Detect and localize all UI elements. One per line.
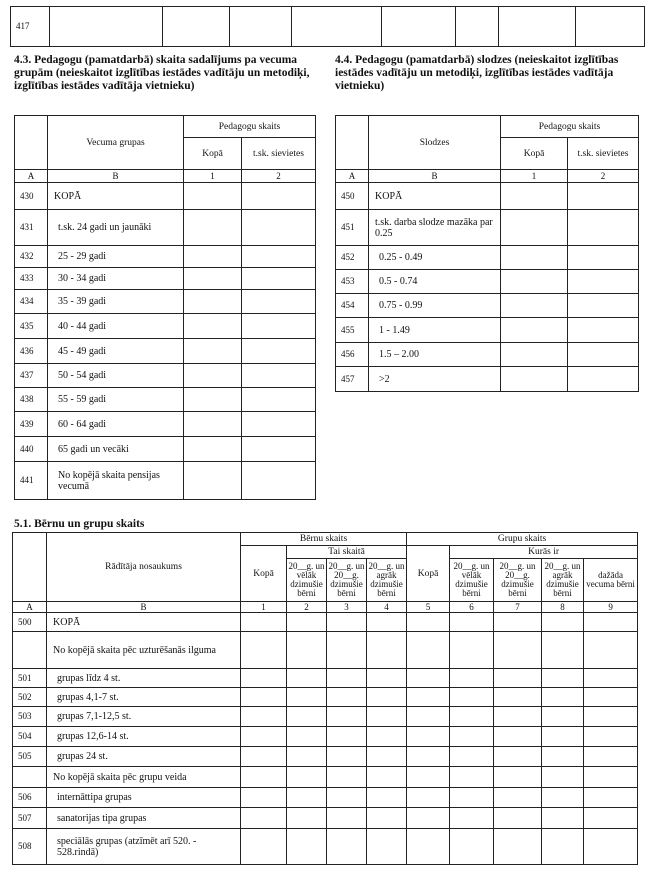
cell[interactable] [367,767,407,788]
cell[interactable] [241,727,287,747]
cell[interactable] [407,632,450,669]
cell[interactable] [450,669,494,688]
idx-b: B [369,170,501,183]
cell-total[interactable] [184,210,242,246]
row-label: 0.5 - 0.74 [369,270,501,294]
row-label: 40 - 44 gadi [48,314,184,339]
row-label: grupas 24 st. [47,747,241,767]
idx-1: 1 [241,602,287,613]
idx-a: A [13,602,47,613]
idx-2: 2 [568,170,639,183]
idx-a: A [336,170,369,183]
cell[interactable] [241,632,287,669]
idx-2: 2 [242,170,316,183]
cell[interactable] [327,808,367,829]
cell[interactable] [163,7,230,47]
cell[interactable] [542,829,584,865]
header-blank [13,533,47,602]
cell[interactable] [287,613,327,632]
cell-women[interactable] [568,318,639,343]
row-code: 503 [13,707,47,727]
cell[interactable] [584,707,638,727]
cell-total[interactable] [184,364,242,388]
cell[interactable] [327,688,367,707]
idx-8: 8 [542,602,584,613]
col-age-groups: Vecuma grupas [48,116,184,170]
row-code: 435 [15,314,48,339]
cell[interactable] [241,688,287,707]
cell[interactable] [327,788,367,808]
cell[interactable] [450,688,494,707]
cell[interactable] [407,808,450,829]
row-label: grupas līdz 4 st. [47,669,241,688]
row-code: 504 [13,727,47,747]
cell[interactable] [494,727,542,747]
cell-total[interactable] [184,339,242,364]
cell[interactable] [494,767,542,788]
cell[interactable] [367,632,407,669]
cell[interactable] [407,727,450,747]
row-code: 507 [13,808,47,829]
cell[interactable] [499,7,576,47]
cell-total[interactable] [501,210,568,246]
groups-total: Kopā [407,546,450,602]
cell[interactable] [494,669,542,688]
row-label: 55 - 59 gadi [48,388,184,412]
cell[interactable] [287,808,327,829]
row-label: t.sk. 24 gadi un jaunāki [48,210,184,246]
cell-women[interactable] [568,294,639,318]
row-code: 437 [15,364,48,388]
cell[interactable] [327,747,367,767]
idx-b: B [47,602,241,613]
col-women: t.sk. sievietes [242,138,316,170]
cell-women[interactable] [242,412,316,437]
cell[interactable] [327,767,367,788]
row-label: No kopējā skaita pēc uzturēšanās ilguma [47,632,241,669]
children-of-which: Tai skaitā [287,546,407,559]
row-label: No kopējā skaita pēc grupu veida [47,767,241,788]
cell[interactable] [287,727,327,747]
row-code: 506 [13,788,47,808]
idx-3: 3 [327,602,367,613]
cell[interactable] [542,632,584,669]
cell[interactable] [450,707,494,727]
cell[interactable] [450,727,494,747]
cell[interactable] [367,688,407,707]
cell-total[interactable] [184,183,242,210]
cell[interactable] [450,632,494,669]
row-code: 453 [336,270,369,294]
groups-born-years: 20__g. un 20__g. dzimušie bērni [494,559,542,602]
cell[interactable] [287,829,327,865]
col-women: t.sk. sievietes [568,138,639,170]
cell[interactable] [407,707,450,727]
children-born-later: 20__g. un vēlāk dzimušie bērni [287,559,327,602]
cell[interactable] [584,788,638,808]
cell[interactable] [241,613,287,632]
cell-total[interactable] [184,268,242,290]
cell[interactable] [407,669,450,688]
cell[interactable] [407,829,450,865]
row-label: grupas 4,1-7 st. [47,688,241,707]
cell[interactable] [382,7,456,47]
idx-1: 1 [184,170,242,183]
row-code: 440 [15,437,48,462]
cell-total[interactable] [184,290,242,314]
top-table [10,6,645,47]
cell-women[interactable] [242,183,316,210]
cell[interactable] [287,788,327,808]
row-code: 505 [13,747,47,767]
groups-born-earlier: 20__g. un agrāk dzimušie bērni [542,559,584,602]
cell[interactable] [494,747,542,767]
row-label: 35 - 39 gadi [48,290,184,314]
cell[interactable] [542,788,584,808]
cell[interactable] [327,829,367,865]
cell-women[interactable] [568,183,639,210]
cell[interactable] [367,788,407,808]
row-label: 0.75 - 0.99 [369,294,501,318]
row-code: 434 [15,290,48,314]
cell[interactable] [542,747,584,767]
cell-women[interactable] [568,343,639,367]
col-workload: Slodzes [369,116,501,170]
cell-women[interactable] [242,339,316,364]
group-header-teachers: Pedagogu skaits [184,116,316,138]
groups-count-header: Grupu skaits [407,533,638,546]
row-code: 501 [13,669,47,688]
row-code: 455 [336,318,369,343]
cell[interactable] [584,747,638,767]
cell[interactable] [367,707,407,727]
cell-total[interactable] [184,437,242,462]
cell[interactable] [542,613,584,632]
cell[interactable] [367,669,407,688]
cell-women[interactable] [242,268,316,290]
cell[interactable] [450,808,494,829]
header-blank [15,116,48,170]
cell[interactable] [494,808,542,829]
cell[interactable] [241,808,287,829]
idx-2: 2 [287,602,327,613]
cell[interactable] [287,632,327,669]
row-label: internāttipa grupas [47,788,241,808]
cell[interactable] [287,767,327,788]
cell-women[interactable] [568,367,639,392]
cell[interactable] [494,613,542,632]
cell[interactable] [542,669,584,688]
row-code [13,767,47,788]
row-code [13,632,47,669]
cell[interactable] [584,688,638,707]
cell[interactable] [367,727,407,747]
idx-7: 7 [494,602,542,613]
groups-born-later: 20__g. un vēlāk dzimušie bērni [450,559,494,602]
idx-4: 4 [367,602,407,613]
children-total: Kopā [241,546,287,602]
children-born-earlier: 20__g. un agrāk dzimušie bērni [367,559,407,602]
cell[interactable] [407,688,450,707]
row-label: KOPĀ [47,613,241,632]
row-label: grupas 12,6-14 st. [47,727,241,747]
cell[interactable] [494,788,542,808]
cell-women[interactable] [242,462,316,500]
cell-women[interactable] [242,364,316,388]
cell-women[interactable] [568,270,639,294]
cell[interactable] [241,707,287,727]
cell[interactable] [407,747,450,767]
section-44-title: 4.4. Pedagogu (pamatdarbā) slodzes (neieskaitot izglītības iestādes vadītāju un metodiķi, izglītības iestādes vadītāja vietnieku) [335,54,619,92]
cell[interactable] [367,613,407,632]
cell[interactable] [367,808,407,829]
cell[interactable] [584,613,638,632]
cell[interactable] [584,808,638,829]
row-label: 45 - 49 gadi [48,339,184,364]
section-51-title: 5.1. Bērnu un grupu skaits [14,518,145,530]
cell-total[interactable] [184,412,242,437]
row-code: 439 [15,412,48,437]
cell-women[interactable] [242,290,316,314]
cell[interactable] [450,767,494,788]
cell[interactable] [494,688,542,707]
row-label: 65 gadi un vecāki [48,437,184,462]
cell-total[interactable] [501,270,568,294]
cell-total[interactable] [501,318,568,343]
row-label: 30 - 34 gadi [48,268,184,290]
cell-women[interactable] [568,246,639,270]
cell[interactable] [584,632,638,669]
row-code: 457 [336,367,369,392]
row-code: 433 [15,268,48,290]
cell-total[interactable] [501,294,568,318]
cell-total[interactable] [501,367,568,392]
row-code: 500 [13,613,47,632]
groups-of-which: Kurās ir [450,546,638,559]
cell[interactable] [542,808,584,829]
row-label: 1 - 1.49 [369,318,501,343]
cell-total[interactable] [501,246,568,270]
children-count-header: Bērnu skaits [241,533,407,546]
cell[interactable] [50,7,163,47]
row-label: >2 [369,367,501,392]
row-label: 1.5 – 2.00 [369,343,501,367]
cell[interactable] [292,7,382,47]
row-code: 508 [13,829,47,865]
col-indicator-name: Rādītāja nosaukums [47,533,241,602]
cell[interactable] [327,613,367,632]
row-label: KOPĀ [48,183,184,210]
cell[interactable] [327,727,367,747]
cell[interactable] [287,669,327,688]
workload-table [335,115,639,392]
cell[interactable] [367,747,407,767]
row-code: 438 [15,388,48,412]
row-code: 450 [336,183,369,210]
cell[interactable] [494,707,542,727]
cell-total[interactable] [501,343,568,367]
cell-women[interactable] [568,210,639,246]
cell-women[interactable] [242,437,316,462]
row-code: 430 [15,183,48,210]
cell[interactable] [327,669,367,688]
row-label: 50 - 54 gadi [48,364,184,388]
cell[interactable] [450,829,494,865]
group-header-teachers: Pedagogu skaits [501,116,639,138]
cell[interactable] [542,727,584,747]
row-label: KOPĀ [369,183,501,210]
idx-1: 1 [501,170,568,183]
row-label: sanatorijas tipa grupas [47,808,241,829]
idx-9: 9 [584,602,638,613]
groups-mixed-age: dažāda vecuma bērni [584,559,638,602]
cell-women[interactable] [242,246,316,268]
cell[interactable] [456,7,499,47]
row-code: 431 [15,210,48,246]
cell[interactable] [241,747,287,767]
cell[interactable] [584,727,638,747]
cell-total[interactable] [184,246,242,268]
cell[interactable] [450,788,494,808]
row-code-417: 417 [11,7,50,47]
row-label: 0.25 - 0.49 [369,246,501,270]
cell[interactable] [584,669,638,688]
cell-total[interactable] [184,314,242,339]
row-label: t.sk. darba slodze mazāka par 0.25 [369,210,501,246]
cell[interactable] [287,747,327,767]
cell[interactable] [407,613,450,632]
cell[interactable] [542,767,584,788]
cell[interactable] [407,788,450,808]
cell[interactable] [450,613,494,632]
cell[interactable] [241,767,287,788]
cell[interactable] [450,747,494,767]
row-label: 25 - 29 gadi [48,246,184,268]
idx-5: 5 [407,602,450,613]
cell[interactable] [542,688,584,707]
cell-total[interactable] [184,388,242,412]
col-total: Kopā [184,138,242,170]
row-code: 502 [13,688,47,707]
cell-total[interactable] [501,183,568,210]
cell-women[interactable] [242,388,316,412]
cell[interactable] [287,707,327,727]
row-code: 436 [15,339,48,364]
cell-women[interactable] [242,210,316,246]
cell[interactable] [327,707,367,727]
cell[interactable] [576,7,645,47]
row-label: grupas 7,1-12,5 st. [47,707,241,727]
cell[interactable] [367,829,407,865]
children-born-years: 20__g. un 20__g. dzimušie bērni [327,559,367,602]
age-groups-table [14,115,316,500]
idx-b: B [48,170,184,183]
row-label: No kopējā skaita pensijas vecumā [48,462,184,500]
row-label: speciālās grupas (atzīmēt arī 520. - 528.rindā) [47,829,241,865]
row-code: 452 [336,246,369,270]
cell[interactable] [327,632,367,669]
row-code: 432 [15,246,48,268]
cell[interactable] [542,707,584,727]
cell[interactable] [494,632,542,669]
header-blank [336,116,369,170]
row-label: 60 - 64 gadi [48,412,184,437]
section-43-title: 4.3. Pedagogu (pamatdarbā) skaita sadalījums pa vecuma grupām (neieskaitot izglītības iestādes vadītāju un metodiķi, izglītības iestādes vadītāja vietnieku) [14,54,310,92]
cell[interactable] [241,669,287,688]
cell[interactable] [494,829,542,865]
cell[interactable] [584,767,638,788]
cell-women[interactable] [242,314,316,339]
col-total: Kopā [501,138,568,170]
children-groups-table [12,532,638,865]
idx-6: 6 [450,602,494,613]
row-code: 441 [15,462,48,500]
cell[interactable] [407,767,450,788]
cell-total[interactable] [184,462,242,500]
row-code: 451 [336,210,369,246]
row-code: 456 [336,343,369,367]
cell[interactable] [241,788,287,808]
cell[interactable] [241,829,287,865]
row-code: 454 [336,294,369,318]
cell[interactable] [287,688,327,707]
idx-a: A [15,170,48,183]
cell[interactable] [584,829,638,865]
cell[interactable] [230,7,292,47]
